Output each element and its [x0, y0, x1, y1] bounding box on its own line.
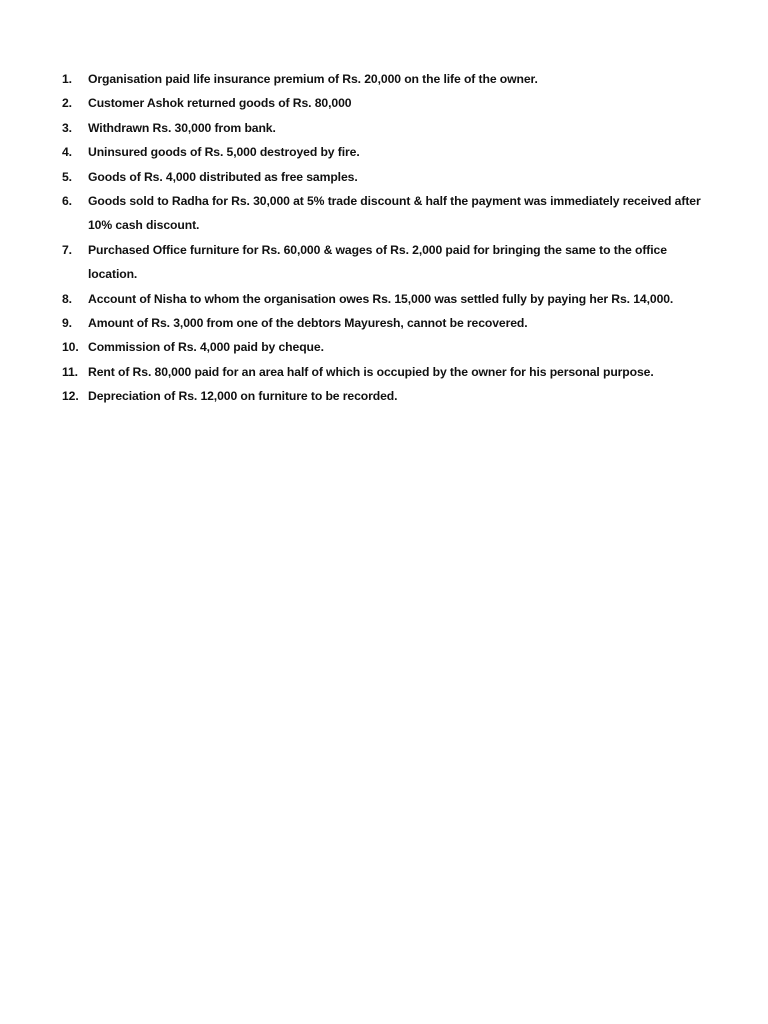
item-text: Customer Ashok returned goods of Rs. 80,000 — [88, 96, 352, 111]
item-text: Amount of Rs. 3,000 from one of the debtors Mayuresh, cannot be recovered. — [88, 316, 528, 331]
item-number: 3. — [62, 120, 72, 135]
list-item-5 — [62, 165, 702, 189]
list-item-3 — [62, 116, 702, 140]
transaction-list — [62, 67, 702, 409]
item-number: 7. — [62, 242, 72, 257]
item-text: Rent of Rs. 80,000 paid for an area half of which is occupied by the owner for his personal purpose. — [88, 364, 654, 379]
item-text: Withdrawn Rs. 30,000 from bank. — [88, 120, 276, 135]
list-item-11 — [62, 360, 702, 384]
item-number: 10. — [62, 340, 79, 355]
item-number: 11. — [62, 364, 78, 379]
item-number: 5. — [62, 169, 72, 184]
list-item-9 — [62, 311, 702, 335]
item-number: 9. — [62, 316, 72, 331]
item-number: 12. — [62, 389, 79, 404]
list-item-1 — [62, 67, 702, 91]
item-text: Commission of Rs. 4,000 paid by cheque. — [88, 340, 324, 355]
list-item-8 — [62, 287, 702, 311]
list-item-4 — [62, 140, 702, 164]
item-text: Depreciation of Rs. 12,000 on furniture to be recorded. — [88, 389, 398, 404]
item-text: Goods sold to Radha for Rs. 30,000 at 5% trade discount & half the payment was immediately received after 10% cash discount. — [88, 194, 701, 233]
list-item-7 — [62, 238, 702, 287]
item-number: 4. — [62, 145, 72, 160]
item-number: 1. — [62, 72, 72, 86]
item-text: Purchased Office furniture for Rs. 60,000 & wages of Rs. 2,000 paid for bringing the same to the office location. — [88, 242, 667, 282]
item-text: Organisation paid life insurance premium of Rs. 20,000 on the life of the owner. — [88, 72, 538, 86]
item-text: Account of Nisha to whom the organisation owes Rs. 15,000 was settled fully by paying her Rs. 14,000. — [88, 291, 674, 306]
list-item-12 — [62, 384, 702, 408]
item-number: 8. — [62, 291, 72, 306]
list-item-10 — [62, 335, 702, 359]
item-text: Uninsured goods of Rs. 5,000 destroyed by fire. — [88, 145, 360, 160]
item-number: 6. — [62, 194, 72, 209]
item-number: 2. — [62, 96, 72, 111]
item-text: Goods of Rs. 4,000 distributed as free samples. — [88, 169, 358, 184]
list-item-6 — [62, 189, 702, 238]
list-item-2 — [62, 91, 702, 115]
